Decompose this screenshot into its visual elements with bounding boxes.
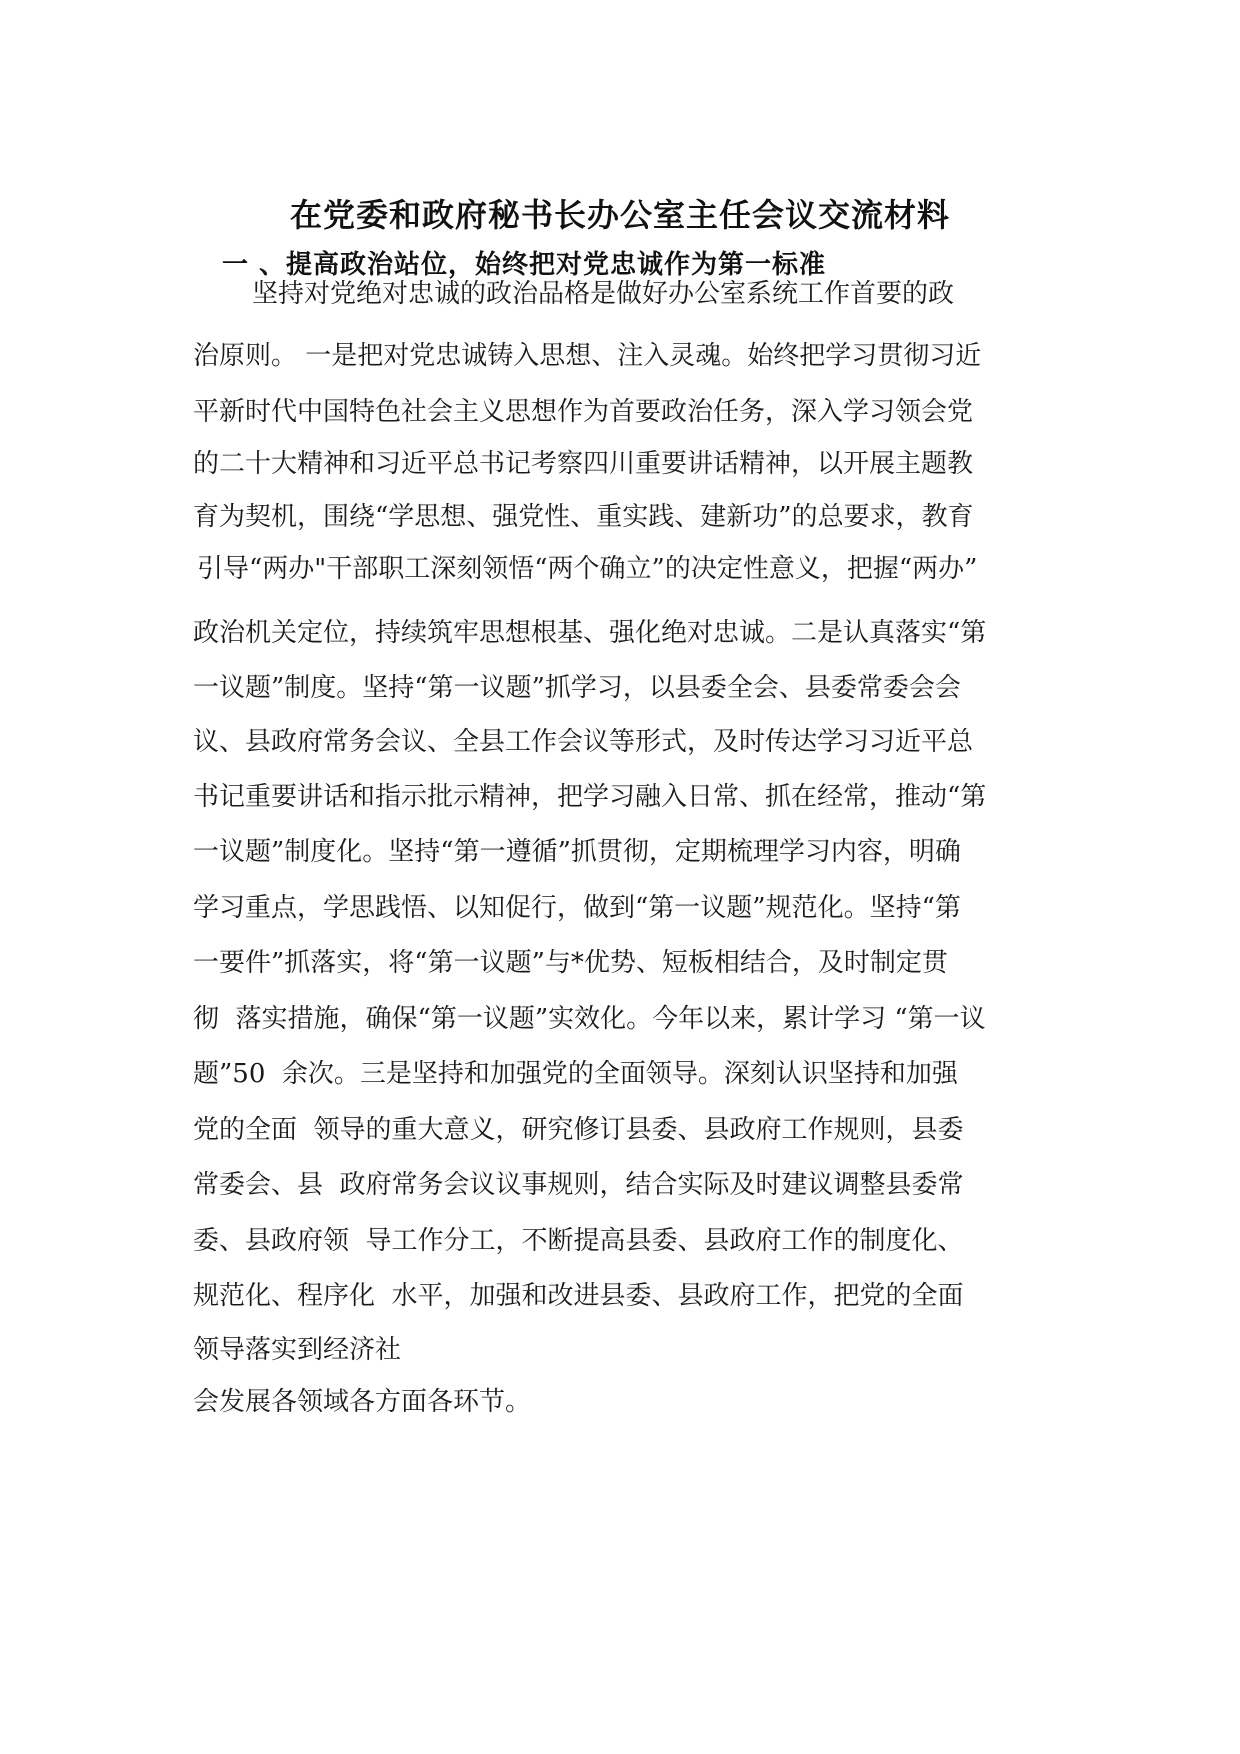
body-line: 一议题”制度化。坚持“第一遵循”抓贯彻，定期梳理学习内容，明确 [193,837,961,867]
body-line: 育为契机，围绕“学思想、强党性、重实践、建新功”的总要求，教育 [193,502,974,532]
body-line: 引导“两办"干部职工深刻领悟“两个确立”的决定性意义，把握“两办” [197,554,978,584]
body-line: 一议题”制度。坚持“第一议题”抓学习，以县委全会、县委常委会会 [193,673,961,703]
body-line: 领导落实到经济社 [193,1335,402,1365]
section-heading: 一 、提高政治站位，始终把对党忠诚作为第一标准 [222,250,827,280]
body-line: 学习重点，学思践悟、以知促行，做到“第一议题”规范化。坚持“第 [193,893,961,923]
body-line: 彻 落实措施，确保“第一议题”实效化。今年以来，累计学习 “第一议 [193,1004,986,1034]
body-line: 平新时代中国特色社会主义思想作为首要政治任务，深入学习领会党 [193,397,974,427]
body-line: 治原则。 一是把对党忠诚铸入思想、注入灵魂。始终把学习贯彻习近 [193,341,982,371]
body-line: 题”50 余次。三是坚持和加强党的全面领导。深刻认识坚持和加强 [193,1059,958,1089]
body-line: 政治机关定位，持续筑牢思想根基、强化绝对忠诚。二是认真落实“第 [193,618,987,648]
body-line: 党的全面 领导的重大意义，研究修订县委、县政府工作规则，县委 [193,1115,964,1145]
body-line: 书记重要讲话和指示批示精神，把学习融入日常、抓在经常，推动“第 [193,782,987,812]
body-line: 的二十大精神和习近平总书记考察四川重要讲话精神，以开展主题教 [193,449,974,479]
body-line: 委、县政府领 导工作分工，不断提高县委、县政府工作的制度化、 [193,1226,964,1256]
body-line: 会发展各领域各方面各环节。 [193,1387,532,1417]
document-title: 在党委和政府秘书长办公室主任会议交流材料 [289,196,950,234]
body-line: 常委会、县 政府常务会议议事规则，结合实际及时建议调整县委常 [193,1170,964,1200]
body-line: 坚持对党绝对忠诚的政治品格是做好办公室系统工作首要的政 [252,279,955,309]
body-line: 规范化、程序化 水平，加强和改进县委、县政府工作，把党的全面 [193,1281,964,1311]
body-line: 一要件”抓落实，将“第一议题”与*优势、短板相结合，及时制定贯 [193,948,948,978]
body-line: 议、县政府常务会议、全县工作会议等形式，及时传达学习习近平总 [193,727,974,757]
